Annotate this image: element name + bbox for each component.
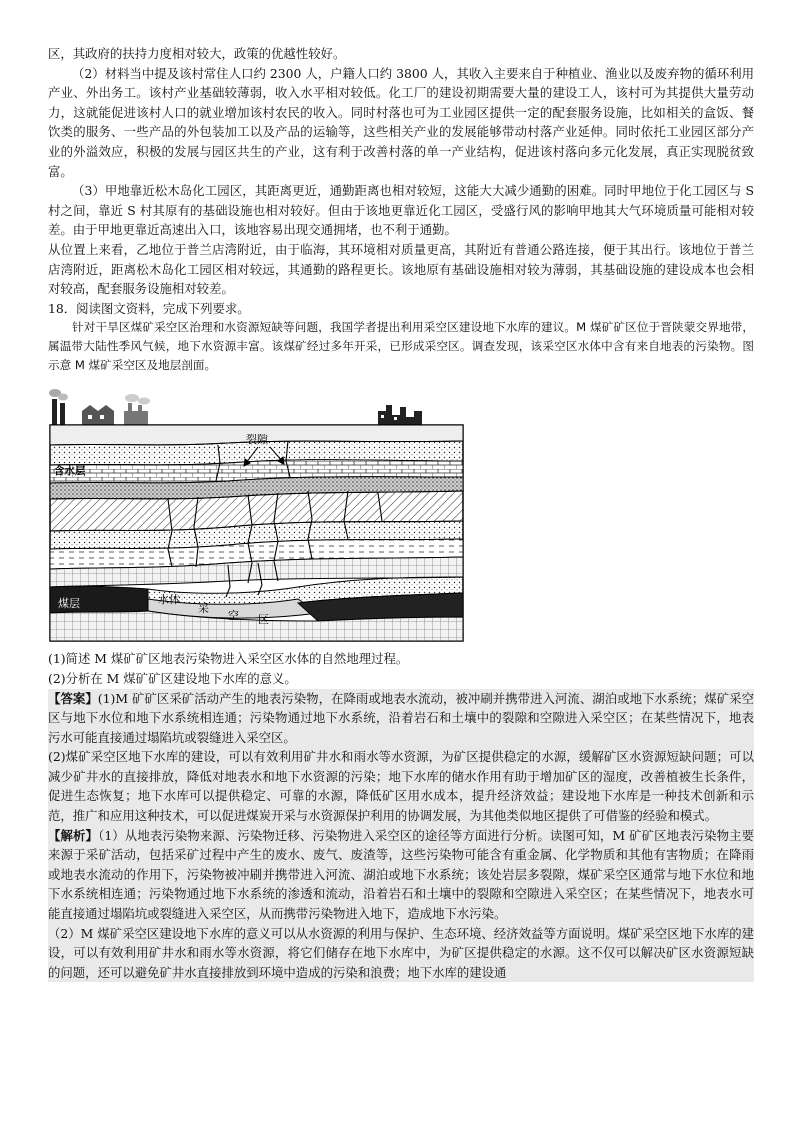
analysis-1 — [48, 826, 754, 924]
buildings-icon — [378, 405, 422, 425]
sub-question-2: (2)分析在 M 煤矿矿区建设地下水库的意义。 — [48, 670, 297, 686]
factory-icon — [49, 389, 150, 425]
paragraph-3: （3）甲地靠近松木岛化工园区，其距离更近，通勤距离也相对较短，这能大大减少通勤的困难。同时甲地位于化工园区与 S 村之间，靠近 S 村其原有的基础设施也相对较好。但由于该地更靠近化工园区，受盛行风的影响甲地其大气环境质量可能相对较差。由于甲地更靠近高速出入口，该地容易出现交通拥堵，也不利于通勤。 — [48, 183, 754, 238]
label-goaf-1: 采 — [198, 602, 209, 616]
label-water-body: 水体 — [158, 593, 180, 607]
paragraph-4: 从位置上来看，乙地位于普兰店湾附近，由于临海，其环境相对质量更高，其附近有普通公路连接，便于其出行。该地位于普兰店湾附近，距离松木岛化工园区相对较远，其通勤的路程更长。该地原有基础设施相对较为薄弱，其基础设施的建设成本也会相对较高，配套服务设施相对较差。 — [48, 241, 754, 297]
answer-1-text: (1)M 矿矿区采矿活动产生的地表污染物，在降雨或地表水流动，被冲刷并携带进入河流、湖泊或地下水系统；煤矿采空区与地下水位和地下水系统相连通；污染物通过地下水系统，沿着岩石和土壤中的裂隙和空隙进入采空区；在某些情况下，地表污水可能直接通过塌陷坑或裂缝进入采空区。 — [48, 690, 754, 745]
label-crack: 裂隙 — [246, 433, 268, 447]
paragraph-2: （2）材料当中提及该村常住人口约 2300 人，户籍人口约 3800 人，其收入主要来自于种植业、渔业以及废弃物的循环利用产业、外出务工。该村产业基础较薄弱，收入水平相对较低。化工厂的建设初期需要大量的建设工人，该村可为其提供大量劳动力，这就能促进该村人口的就业增加该村农民的收入。同时村落也可为工业园区提供一定的配套服务设施，比如相关的盒饭、餐饮类的服务、一些产品的外包装加工以及产品的运输等，这些相关产业的发展能够带动村落产业延伸。同时依托工业园区部分产业的外溢效应，积极的发展与园区共生的产业，这有利于改善村落的单一产业结构，促进该村落向多元化发展，真正实现脱贫致富。 — [48, 65, 754, 179]
analysis-1-text: （1）从地表污染物来源、污染物迁移、污染物进入采空区的途径等方面进行分析。读图可知，M 矿矿区地表污染物主要来源于采矿活动，包括采矿过程中产生的废水、废气、废渣等，这些污染物可能含有重金属、化学物质和其他有害物质；在降雨或地表水流动的作用下，污染物被冲刷并携带进入河流、湖泊或地下水系统；该处岩层多裂隙，煤矿采空区通常与地下水位和地下水系统相连通；污染物通过地下水系统的渗透和流动，沿着岩石和土壤中的裂隙和空隙进入采空区；在某些情况下，地表水可能直接通过塌陷坑或裂缝进入采空区，从而携带污染物进入地下，造成地下水污染。 — [48, 827, 755, 922]
analysis-2: （2）M 煤矿采空区建设地下水库的意义可以从水资源的利用与保护、生态环境、经济效益等方面说明。煤矿采空区地下水库的建设，可以有效利用矿井水和雨水等水资源，将它们储存在地下水库中，为矿区提供稳定的水源。这不仅可以解决矿区水资源短缺的问题，还可以避免矿井水直接排放到环境中造成的污染和浪费；地下水库的建设通 — [48, 924, 754, 983]
answer-tag: 【答案】 — [48, 690, 98, 706]
label-coal-seam: 煤层 — [58, 597, 80, 611]
answer-2: (2)煤矿采空区地下水库的建设，可以有效利用矿井水和雨水等水资源，为矿区提供稳定的水源，缓解矿区水资源短缺问题；可以减少矿井水的直接排放，降低对地表水和地下水资源的污染；地下水库的储水作用有助于增加矿区的湿度，改善植被生长条件，促进生态恢复；地下水库可以提供稳定、可靠的水源，降低矿区用水成本，提升经济效益；建设地下水库是一种技术创新和示范，推广和应用这种技术，可以促进煤炭开采与水资源保护利用的协调发展，为其他类似地区提供了可借鉴的经验和模式。 — [48, 747, 754, 825]
label-goaf-2: 空 — [228, 609, 239, 623]
label-goaf-3: 区 — [258, 613, 269, 627]
label-aquifer: 含水层 — [54, 465, 86, 478]
question-18-heading: 18．阅读图文资料，完成下列要求。 — [48, 300, 250, 316]
page-content — [48, 44, 754, 982]
paragraph-1: 区，其政府的扶持力度相对较大，政策的优越性较好。 — [48, 46, 346, 61]
answer-1 — [48, 689, 754, 748]
coal-mine-cross-section-figure — [48, 381, 466, 643]
analysis-tag: 【解析】 — [48, 827, 99, 843]
sub-question-1: (1)简述 M 煤矿矿区地表污染物进入采空区水体的自然地理过程。 — [48, 651, 409, 667]
question-material: 针对干旱区煤矿采空区治理和水资源短缺等问题，我国学者提出利用采空区建设地下水库的建议。M 煤矿矿区位于晋陕蒙交界地带，属温带大陆性季风气候，地下水资源丰富。该煤矿经过多年开采，已形成采空区。调查发现，该采空区水体中含有来自地表的污染物。图示意 M 煤矿采空区及地层剖面。 — [48, 320, 754, 373]
cross-section-svg — [48, 381, 466, 643]
